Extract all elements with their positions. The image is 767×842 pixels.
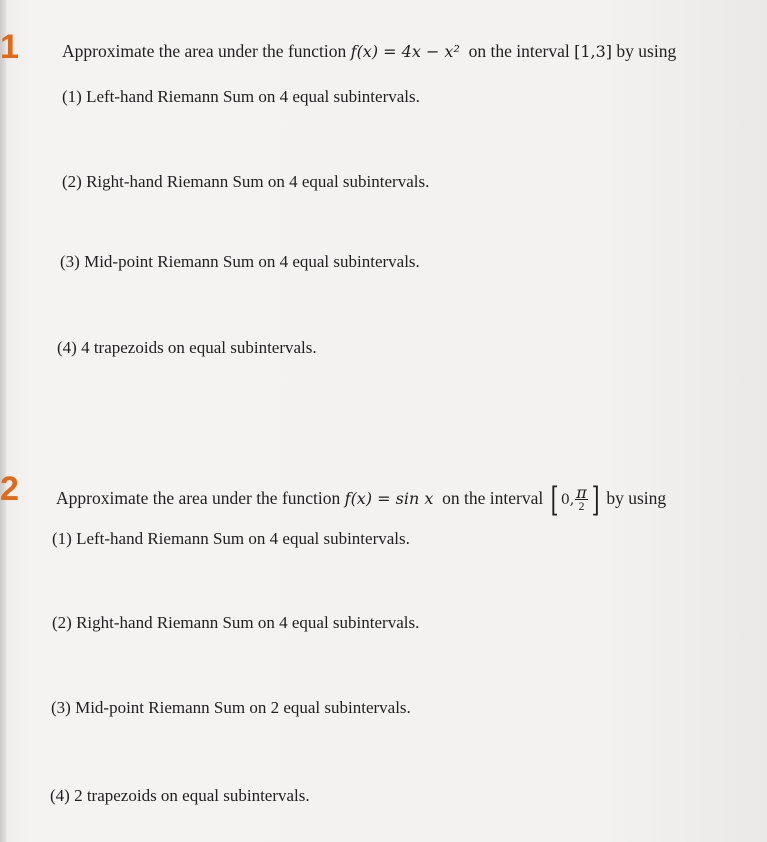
problem-1-item-1: (1) Left-hand Riemann Sum on 4 equal subintervals. xyxy=(62,87,420,106)
problem-2-function: f(x) = sin x xyxy=(344,489,434,508)
problem-1-item-3: (3) Mid-point Riemann Sum on 4 equal subintervals. xyxy=(60,252,420,271)
problem-2-prompt-end: by using xyxy=(606,488,667,508)
problem-1-prompt-mid: on the interval xyxy=(468,41,570,61)
problem-2-number: 2 xyxy=(0,470,19,508)
problem-2-prompt xyxy=(56,478,666,520)
problem-1-item-4: (4) 4 trapezoids on equal subintervals. xyxy=(57,338,317,357)
problem-1-item-2: (2) Right-hand Riemann Sum on 4 equal subintervals. xyxy=(62,172,430,191)
problem-1-number: 1 xyxy=(0,28,19,66)
problem-2-prompt-start: Approximate the area under the function xyxy=(56,488,341,508)
problem-1-interval: [1,3] xyxy=(574,42,613,61)
problem-2-item-4: (4) 2 trapezoids on equal subintervals. xyxy=(50,786,310,805)
problem-1-prompt-end: by using xyxy=(616,41,677,61)
problem-2-interval-left: 0, xyxy=(560,491,575,508)
binding-edge xyxy=(0,0,6,842)
problem-1-function: f(x) = 4x − x² xyxy=(350,42,460,61)
problem-2-item-1: (1) Left-hand Riemann Sum on 4 equal subintervals. xyxy=(52,529,410,548)
problem-2-item-2: (2) Right-hand Riemann Sum on 4 equal subintervals. xyxy=(52,613,420,632)
interval-left-bracket: [ xyxy=(550,479,559,520)
problem-1-prompt xyxy=(62,40,676,63)
problem-2-prompt-mid: on the interval xyxy=(442,488,544,508)
pi-over-2-fraction xyxy=(575,483,588,514)
problem-1-prompt-start: Approximate the area under the function xyxy=(62,41,347,61)
interval-right-bracket: ] xyxy=(591,479,600,520)
fraction-denominator: 2 xyxy=(578,499,585,514)
fraction-numerator: π xyxy=(576,483,587,503)
problem-2-item-3: (3) Mid-point Riemann Sum on 2 equal subintervals. xyxy=(51,698,411,717)
